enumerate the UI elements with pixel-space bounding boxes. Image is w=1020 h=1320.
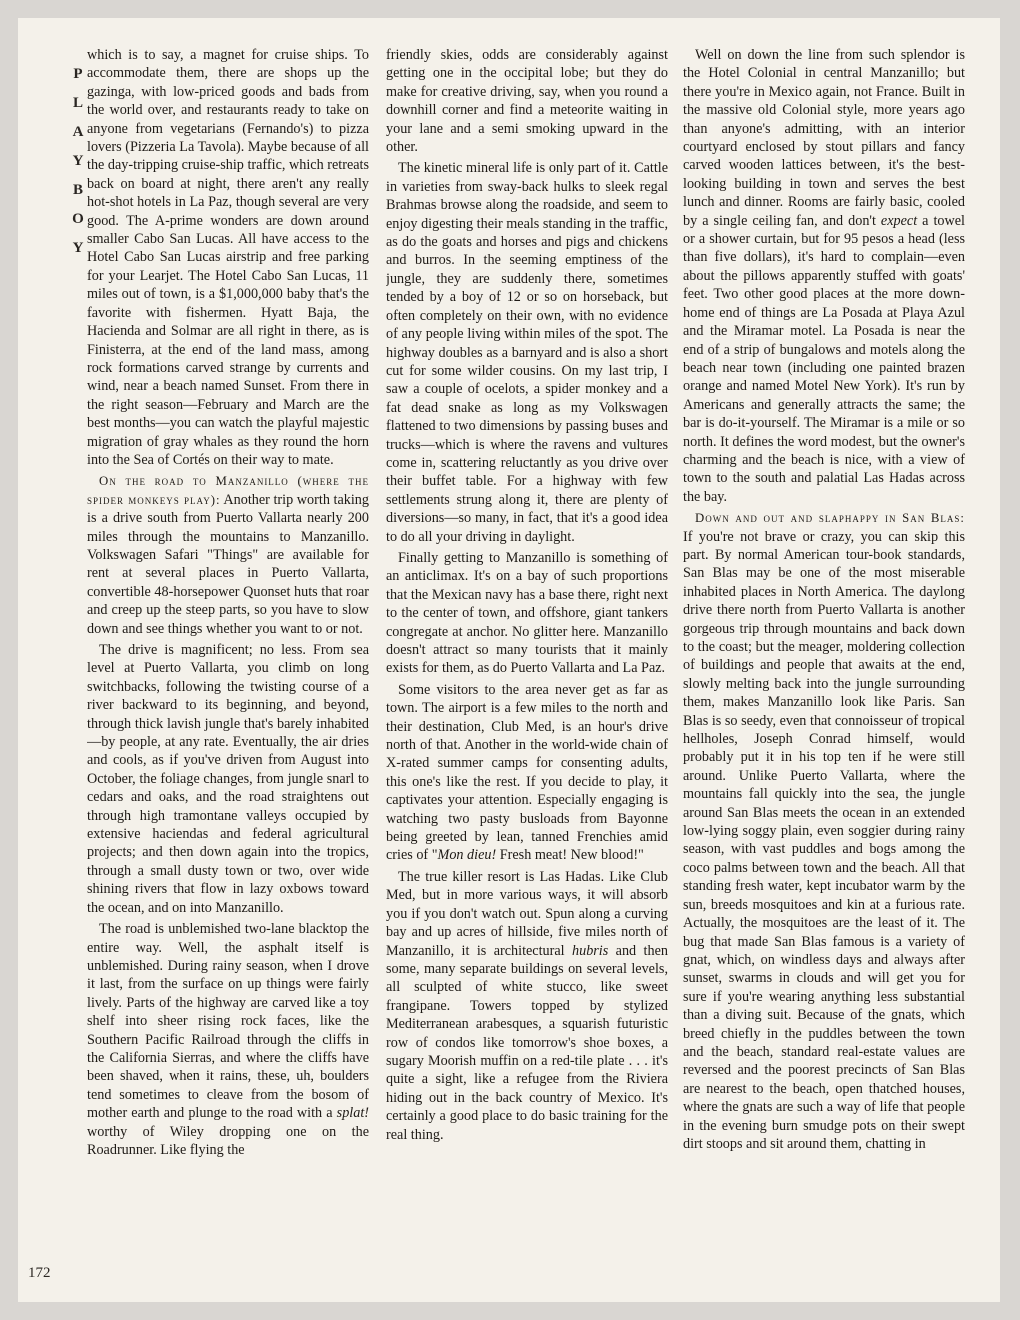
magazine-page — [18, 18, 1000, 1302]
paragraph — [683, 509, 965, 1153]
paragraph-text: If you're not brave or crazy, you can skip this part. By normal American tour-book standards, San Blas may be one of the most miserable inhabited places in North America. The daylong drive there north from Puerto Vallarta is another gorgeous trip through mountains and back down to the coast; but the meager, moldering collection of buildings and people that awaits at the end, slowly melting back into the jungle surrounding them, makes Manzanillo look like Paris. San Blas is so seedy, even that connoisseur of tropical hellholes, Joseph Conrad himself, would probably put it in his top ten if he were still around. Unlike Puerto Vallarta, where the mountains fall quickly into the sea, the jungle around San Blas meets the ocean in an extended low-lying soggy plain, even soggier during rainy season, with vast puddles and bogs among the coco palms between town and the beach. All that standing fresh water, kept incubator warm by the sun, breeds mosquitoes and kin at a furious rate. Actually, the mosquitoes are the least of it. The bug that made San Blas famous is a variety of gnat, which, on windless days and always after sunset, swarms in clouds and will get you for sure if you're wearing anything less substantial than a diving suit. Because of the gnats, which breed chiefly in the puddles between the town and the beach, standard real-estate values are reversed and the poorest precincts of San Blas are nearest to the beach, open thatched houses, where the gnats are such a way of life that people in the evening burn smudge pots on their swept dirt stoops and sit around them, chatting in — [683, 528, 965, 1152]
masthead-letter: O — [72, 211, 84, 227]
paragraph-text: The true killer resort is Las Hadas. Like Club Med, but in more various ways, it will absorb you if you don't watch out. Spun along a curving bay and up acres of hillside, five miles north of Manzanillo, it is architectural — [386, 868, 668, 959]
italic-text: hubris — [572, 942, 609, 959]
paragraph — [386, 681, 668, 865]
page-number: 172 — [28, 1265, 51, 1281]
masthead-letter: Y — [72, 153, 84, 169]
italic-text: Mon dieu! — [437, 847, 497, 864]
paragraph — [386, 868, 668, 1144]
paragraph-text: Some visitors to the area never get as far as town. The airport is a few miles to the north and their destination, Club Med, is an hour's drive north of that. Another in the world-wide chain of X-rated summer camps for consenting adults, this one's like the rest. If you decide to play, it captivates your attention. Especially engaging is watching two pasty busloads from Bayonne being greeted by lean, tanned Frenchies amid cries of " — [386, 681, 668, 864]
masthead-letter: Y — [72, 240, 84, 256]
paragraph: Finally getting to Manzanillo is something of an anticlimax. It's on a bay of such proportions that the Mexican navy has a base there, right next to the center of town, and offshore, giant tankers congregate at anchor. No glitter here. Manzanillo doesn't attract so many tourists that it mainly exists for them, as do Puerto Vallarta and La Paz. — [386, 549, 668, 677]
italic-text: expect — [880, 212, 918, 229]
paragraph-text: The road is unblemished two-lane blacktop the entire way. Well, the asphalt itself is unblemished. During rainy season, when I drove it last, from the surface on up things were fairly lively. Parts of the highway are carved like a toy shelf into sheer rising rock faces, like the Southern Pacific Railroad through the cliffs in the California Sierras, and where the cliffs have been shaved, when it rains, these, uh, boulders tend sometimes to cleave from the bosom of mother earth and plunge to the road with a — [87, 921, 369, 1122]
paragraph-text: Another trip worth taking is a drive south from Puerto Vallarta nearly 200 miles through the mountains to Manzanillo. Volkswagen Safari "Things" are available for rent at several places in Puerto Vallarta, convertible 48-horsepower Quonset huts that roar and creep up the steep parts, so you have to slow down and see things whether you want to or not. — [87, 491, 369, 637]
paragraph — [87, 920, 369, 1159]
italic-text: splat! — [336, 1105, 369, 1122]
paragraph-text: Fresh meat! New blood!" — [496, 847, 644, 864]
paragraph-text: worthy of Wiley dropping one on the Roadrunner. Like flying the — [87, 1123, 369, 1158]
paragraph: which is to say, a magnet for cruise ships. To accommodate them, there are shops up the gazinga, with low-priced goods and bads from the world over, and restaurants ready to take on anyone from vegetarians (Fernando's) to pizza lovers (Pizzeria La Tavola). Maybe because of all the day-tripping cruise-ship traffic, which retreats back on board at night, there aren't any really hot-shot hotels in La Paz, though several are very good. The A-prime wonders are down around smaller Cabo San Lucas. All have access to the Hotel Cabo San Lucas airstrip and free parking for your Learjet. The Hotel Cabo San Lucas, 11 miles out of town, is a $1,000,000 baby that's the favorite with fishermen. Hyatt Baja, the Hacienda and Solmar are all right in there, as is Finisterra, at the end of the land mass, among rock formations carved strange by currents and wind, near a beach named Sunset. From there in the right season—February and March are the best months—you can watch the playful majestic migration of gray whales as they round the horn into the Sea of Cortés on their way to mate. — [87, 47, 369, 468]
paragraph-text: Well on down the line from such splendor is the Hotel Colonial in central Manzanillo; but there you're in Mexico again, not France. Built in the massive old Colonial style, more years ago than anyone's admitting, with an interior courtyard enclosed by stout pillars and fancy carved wooden lattices between, it's the best-looking building in town and serves the best lunch and dinner. Rooms are fairly basic, cooled by a single ceiling fan, and don't — [683, 47, 965, 229]
section-heading: On the road to Manzanillo (where the spider monkeys play): — [87, 474, 369, 507]
masthead-letter: L — [72, 95, 83, 111]
paragraph: friendly skies, odds are considerably against getting one in the occipital lobe; but they do make for creative driving, say, when you round a downhill corner and find a meteorite waiting in your lane and a semi smoking upward in the other. — [386, 47, 668, 156]
paragraph: The kinetic mineral life is only part of it. Cattle in varieties from sway-back hulks to sleek regal Brahmas browse along the roadside, and seem to enjoy digesting their meals standing in the traffic, as do the goats and horses and pigs and chickens and burros. In the seeming emptiness of the jungle, they are suddenly there, sometimes tended by a boy of 12 or so on horseback, but often completely on their own, with no evidence of any people living within miles of the spot. The highway doubles as a barnyard and is also a short cut for some wilder cousins. On my last trip, I saw a couple of ocelots, a spider monkey and a fat dead snake as long as my Volkswagen flattened to two dimensions by passing buses and trucks—which is where the ravens and vultures come in, scattering reluctantly as you drive over their buffet table. For a highway with few settlements strung along it, there are plenty of diversions—so many, in fact, that it's a good idea to do all your driving in daylight. — [386, 160, 668, 545]
paragraph — [87, 472, 369, 638]
paragraph — [683, 46, 965, 506]
masthead-letter: P — [73, 66, 83, 82]
section-heading: Down and out and slaphappy in San Blas: — [695, 511, 965, 526]
paragraph-text: a towel or a shower curtain, but for 95 pesos a head (less than five dollars), it's hard to complain—even about the pillows apparently stuffed with goats' feet. Two other good places at the more down-home end of things are La Posada at Playa Azul and the Miramar motel. La Posada is near the end of a strip of bungalows and motels along the beach near town (including one painted brazen orange and named Motel New York). It's run by Americans and generally attracts the same; the bar is do-it-yourself. The Miramar is a mile or so north. It defines the word modest, but the owner's charming and the beach is nice, with a view of town to the south and palatial Las Hadas across the bay. — [683, 212, 965, 505]
text-column-1 — [87, 46, 369, 1282]
paragraph: The drive is magnificent; no less. From sea level at Puerto Vallarta, you climb on long switchbacks, following the twisting course of a river backward to its beginning, and beyond, through thick lavish jungle that's barely inhabited—by people, at any rate. Eventually, the air dries and cools, as if you've driven from August into October, the foliage changes, from jungle snarl to cedars and oaks, and the road straightens out through high tramontane valleys occupied by extensive haciendas and federal agricultural projects; and then down again into the tropics, through a small dusty town or two, over wide shining rivers that flow in lazy oxbows toward the ocean, and on into Manzanillo. — [87, 642, 369, 916]
masthead-letter: B — [72, 182, 83, 198]
paragraph-text: and then some, many separate buildings on several levels, all sculpted of white stucco, like sweet frangipane. Towers topped by stylized Mediterranean arabesques, a squarish futuristic row of condos like tomorrow's shoe boxes, a sugary Moorish muffin on a red-tile plate . . . it's quite a sight, like a refugee from the Riviera hiding out in the back country of Mexico. It's certainly a good place to do basic training for the real thing. — [386, 942, 668, 1143]
text-column-3 — [683, 46, 965, 1282]
text-column-2 — [386, 46, 668, 1282]
masthead-letter: A — [72, 124, 84, 140]
